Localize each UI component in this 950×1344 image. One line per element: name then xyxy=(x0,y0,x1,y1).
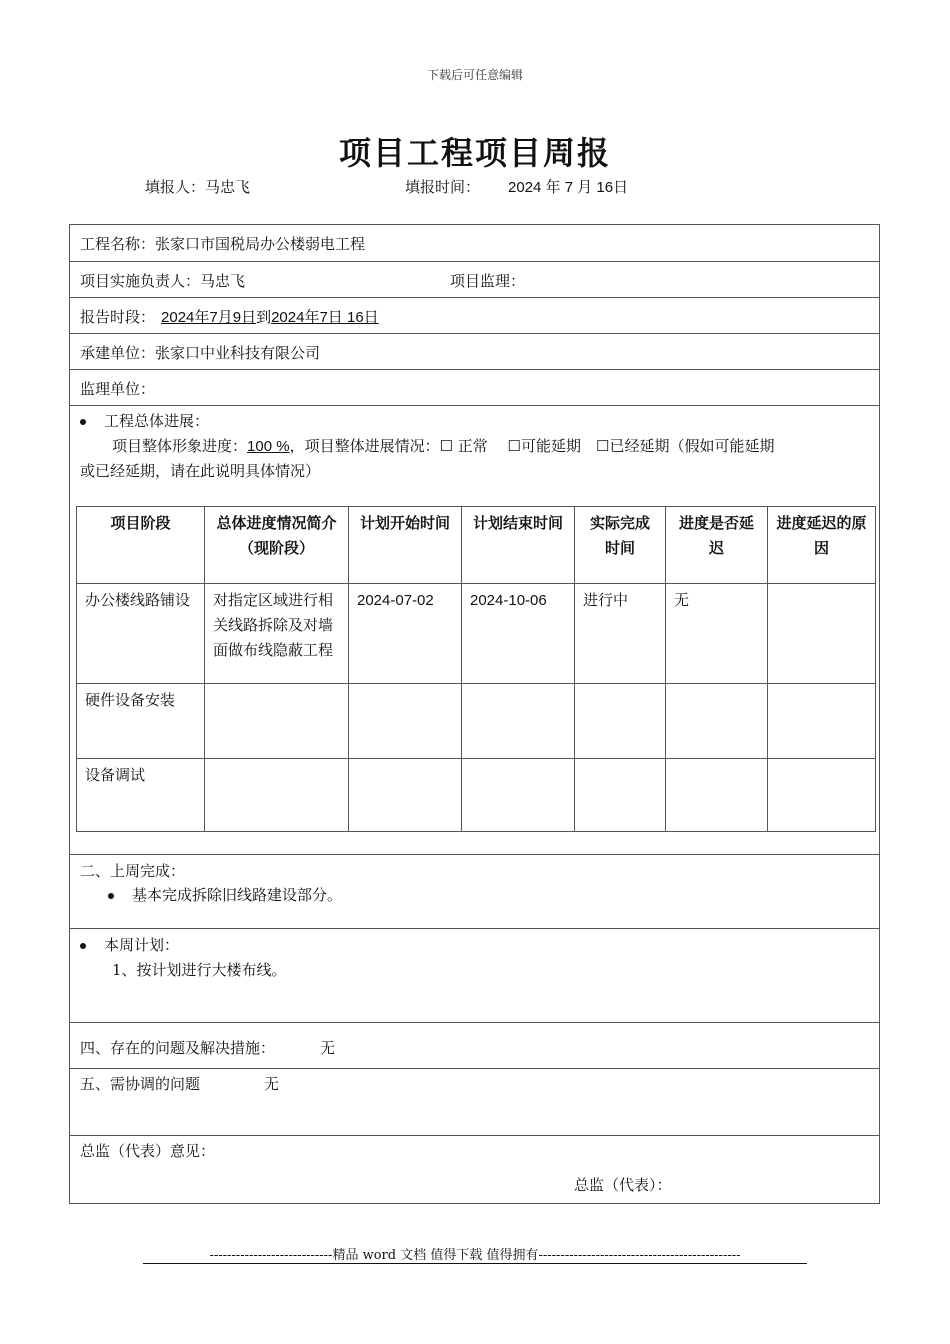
last-week-item: 基本完成拆除旧线路建设部分。 xyxy=(132,886,343,904)
issues-value: 无 xyxy=(320,1039,336,1057)
table-cell xyxy=(575,759,666,832)
fill-date: 2024 年 7 月 16日 xyxy=(508,179,629,196)
issues-label: 四、存在的问题及解决措施： xyxy=(80,1039,276,1057)
this-week-item: 1、按计划进行大楼布线。 xyxy=(112,961,287,979)
bullet-icon xyxy=(108,893,114,899)
table-header-row xyxy=(77,507,876,584)
table-cell: 无 xyxy=(666,584,768,684)
this-week-section xyxy=(70,929,879,1023)
col-header: 计划结束时间 xyxy=(462,507,575,584)
chief-opinion-label: 总监（代表）意见： xyxy=(80,1142,216,1160)
table-cell xyxy=(666,684,768,759)
progress-percent: 100 % xyxy=(247,438,290,455)
table-cell xyxy=(768,584,876,684)
coordination-value: 无 xyxy=(264,1075,280,1093)
table-cell xyxy=(462,684,575,759)
report-period-row xyxy=(70,298,879,334)
table-cell xyxy=(205,684,349,759)
col-header: 项目阶段 xyxy=(77,507,205,584)
progress-prefix: 项目整体形象进度： xyxy=(112,437,248,455)
page-title: 项目工程项目周报 xyxy=(338,134,611,172)
table-cell xyxy=(666,759,768,832)
col-header: 进度延迟的原因 xyxy=(768,507,876,584)
chief-opinion-section xyxy=(70,1136,879,1203)
fill-time-label: 填报时间： xyxy=(405,178,481,196)
contractor-row xyxy=(70,334,879,370)
table-cell xyxy=(205,759,349,832)
this-week-heading: 本周计划： xyxy=(104,936,180,954)
table-cell: 硬件设备安装 xyxy=(77,684,205,759)
last-week-heading: 二、上周完成： xyxy=(80,862,186,880)
table-cell: 2024-07-02 xyxy=(349,584,462,684)
table-cell xyxy=(462,759,575,832)
project-name-row xyxy=(70,225,879,262)
issues-section xyxy=(70,1023,879,1069)
overall-progress-section xyxy=(70,406,879,855)
table-cell xyxy=(349,684,462,759)
chief-signature-label: 总监（代表）： xyxy=(574,1176,672,1194)
report-period-to: 到 xyxy=(256,308,272,326)
supervision-unit: 监理单位： xyxy=(80,380,156,398)
table-cell: 设备调试 xyxy=(77,759,205,832)
bullet-icon xyxy=(80,943,86,949)
bullet-icon xyxy=(80,419,86,425)
table-cell: 对指定区域进行相关线路拆除及对墙面做布线隐蔽工程 xyxy=(205,584,349,684)
col-header: 总体进度情况简介（现阶段） xyxy=(205,507,349,584)
table-cell xyxy=(768,684,876,759)
report-period-end: 2024年7日 16日 xyxy=(271,309,379,326)
footer: ----------------------------精品 word 文档 值得下载 值得拥有---------------------------------------------- xyxy=(209,1248,741,1263)
coordination-section xyxy=(70,1069,879,1136)
progress-note: 或已经延期，请在此说明具体情况） xyxy=(80,462,321,480)
project-lead-row xyxy=(70,262,879,298)
progress-table xyxy=(76,506,876,832)
report-period-label: 报告时段： xyxy=(80,308,156,326)
report-period-start: 2024年7月9日 xyxy=(161,309,257,326)
table-cell xyxy=(349,759,462,832)
table-cell xyxy=(575,684,666,759)
table-row xyxy=(77,584,876,684)
supervision-unit-row xyxy=(70,370,879,406)
project-supervisor: 项目监理： xyxy=(450,272,526,290)
report-form xyxy=(69,224,880,1204)
table-cell: 2024-10-06 xyxy=(462,584,575,684)
header-note: 下载后可任意编辑 xyxy=(426,68,523,82)
project-lead: 项目实施负责人：马忠飞 xyxy=(80,272,246,290)
coordination-label: 五、需协调的问题 xyxy=(80,1075,201,1093)
table-row xyxy=(77,759,876,832)
contractor: 承建单位：张家口中业科技有限公司 xyxy=(80,344,321,362)
table-cell xyxy=(768,759,876,832)
last-week-section xyxy=(70,855,879,929)
footer-divider xyxy=(143,1263,807,1264)
table-cell: 进行中 xyxy=(575,584,666,684)
col-header: 实际完成时间 xyxy=(575,507,666,584)
table-row xyxy=(77,684,876,759)
progress-heading: 工程总体进展： xyxy=(104,412,210,430)
project-name: 工程名称：张家口市国税局办公楼弱电工程 xyxy=(80,235,366,253)
filler-label: 填报人：马忠飞 xyxy=(145,178,251,196)
progress-status: ，项目整体进展情况：☐ 正常 ☐可能延期 ☐已经延期（假如可能延期 xyxy=(289,437,775,455)
col-header: 进度是否延迟 xyxy=(666,507,768,584)
col-header: 计划开始时间 xyxy=(349,507,462,584)
table-cell: 办公楼线路铺设 xyxy=(77,584,205,684)
